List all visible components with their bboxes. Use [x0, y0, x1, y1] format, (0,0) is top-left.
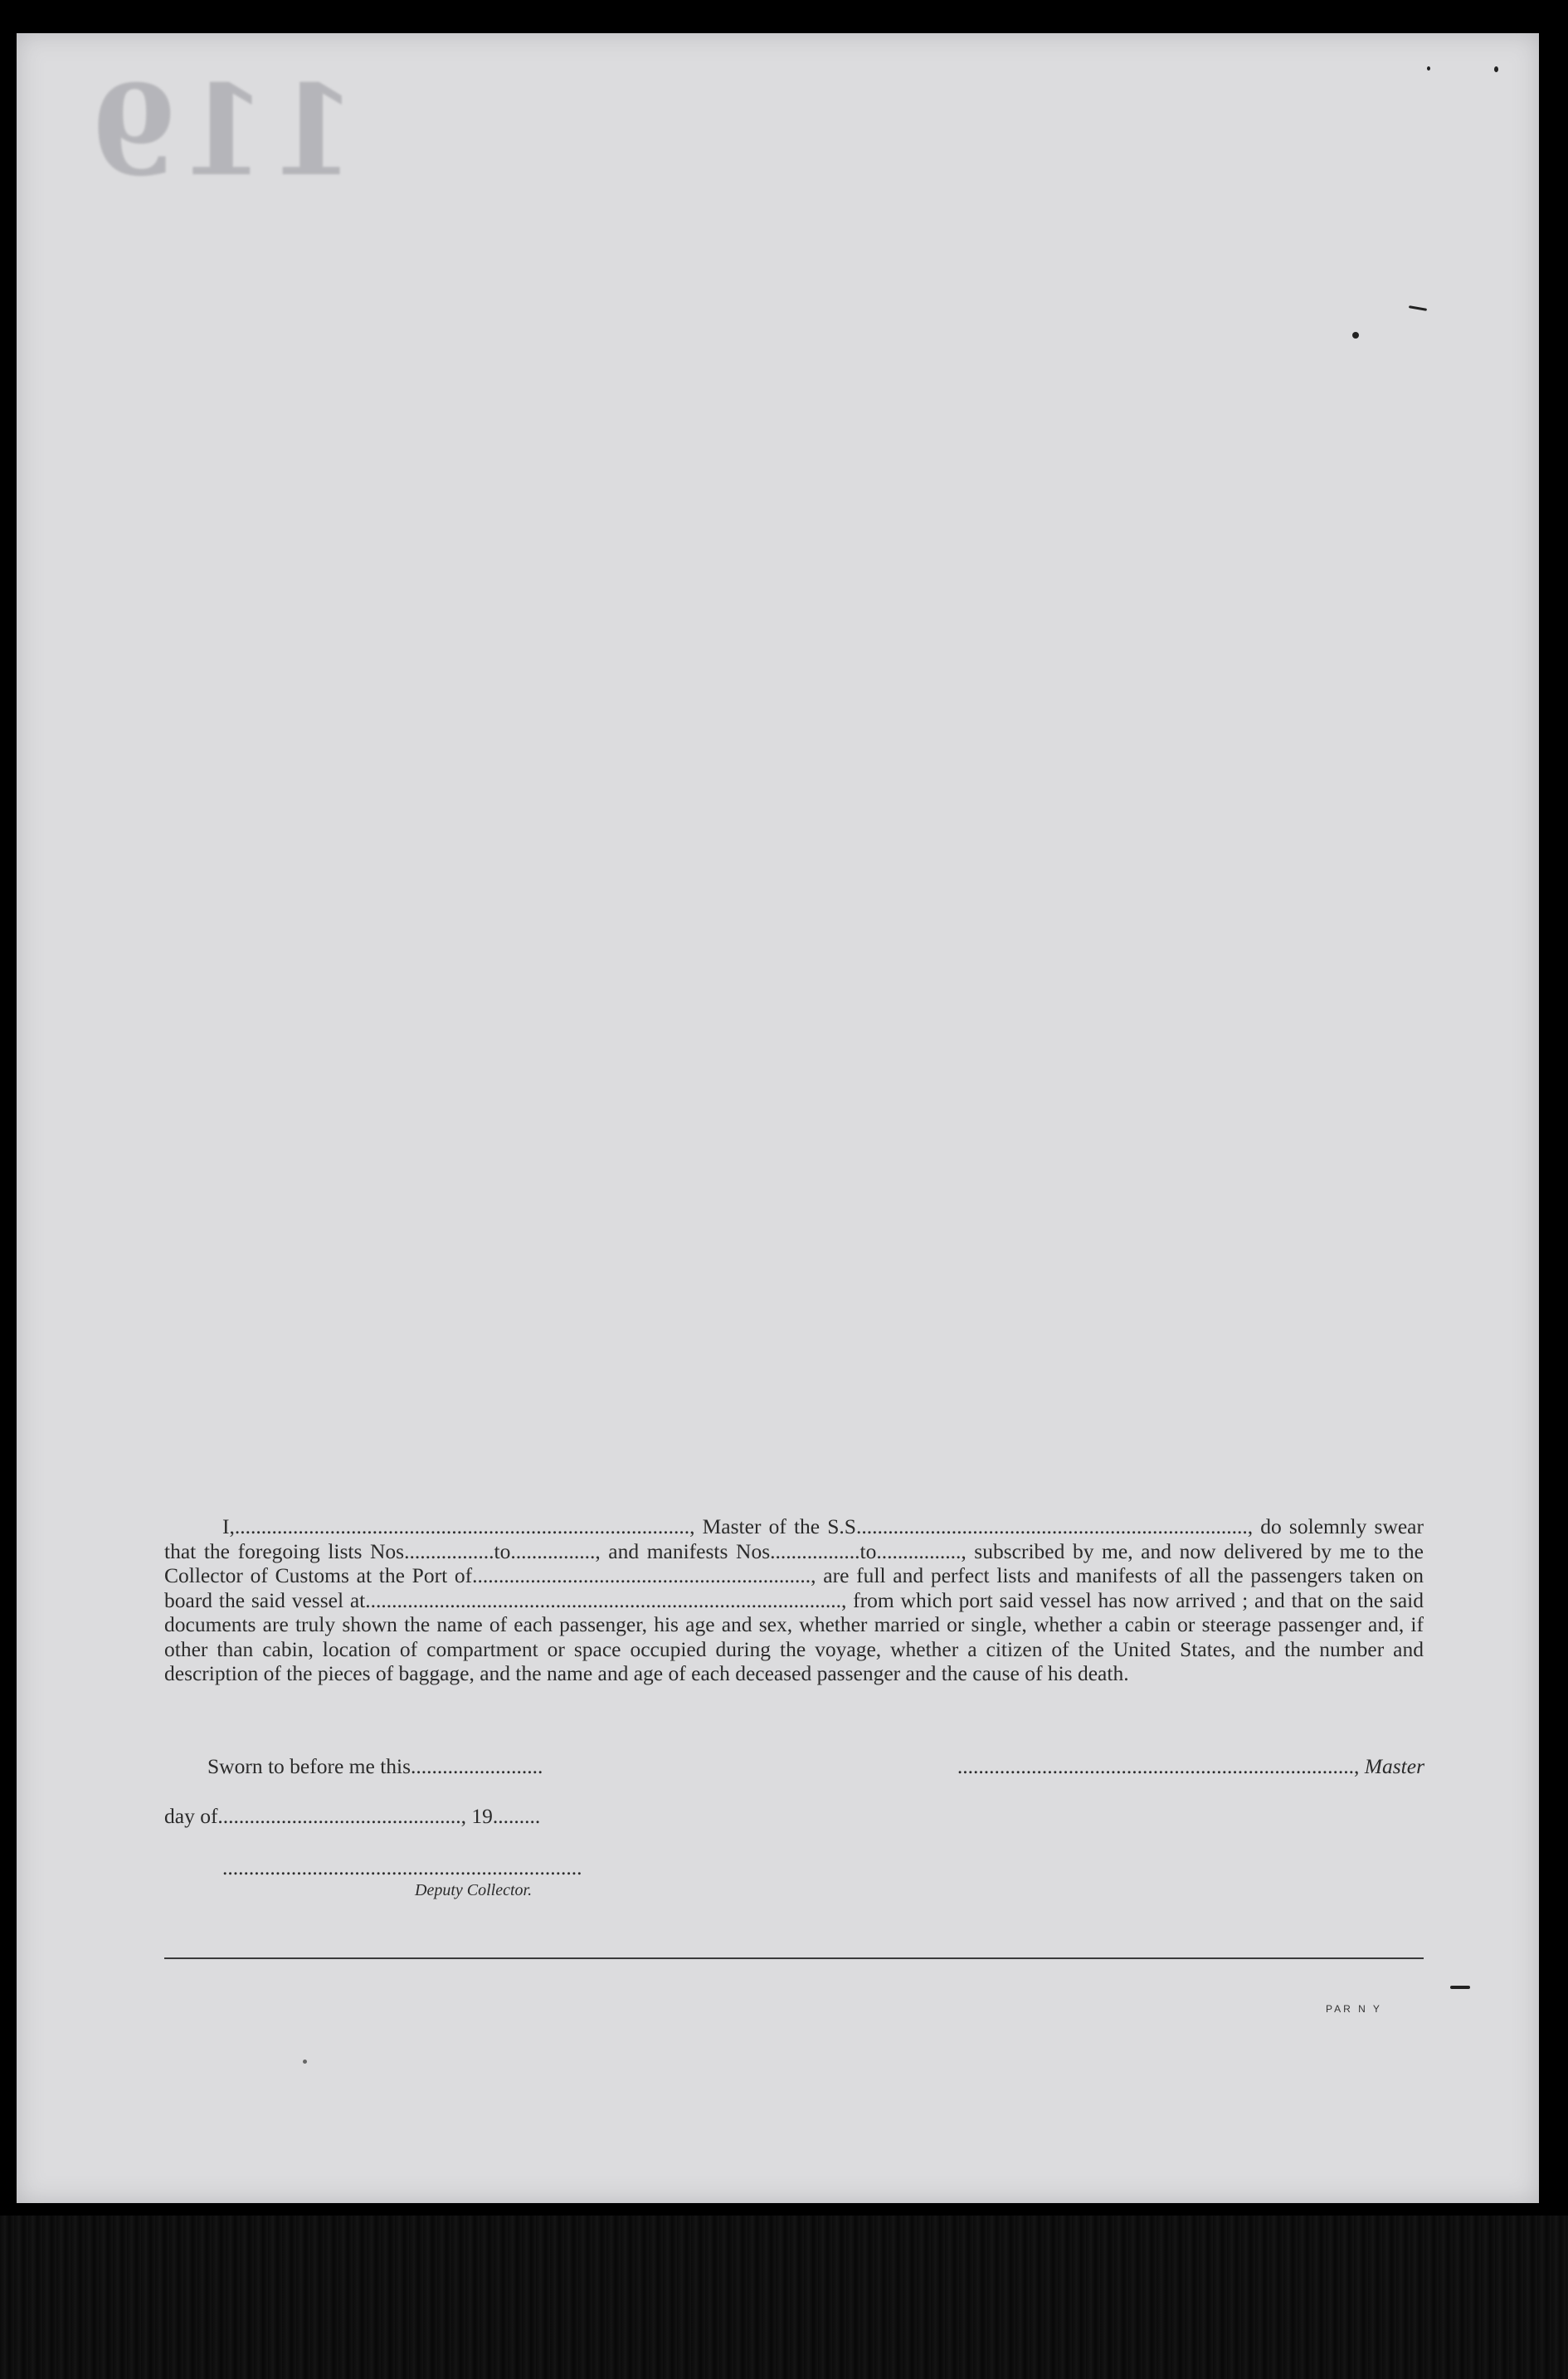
ink-speck	[1494, 66, 1498, 72]
printer-mark: PAR N Y	[1326, 2003, 1382, 2015]
document-page	[17, 33, 1539, 2203]
master-signature-line	[921, 1754, 1424, 1779]
page-number-stamp: 119	[87, 58, 358, 204]
ink-speck	[1409, 305, 1427, 311]
date-line: day of.............................................., 19.........	[164, 1804, 541, 1828]
deputy-signature-dots: ....................................................................	[222, 1855, 582, 1879]
ink-speck	[1427, 66, 1430, 71]
deputy-collector-label: Deputy Collector.	[415, 1881, 533, 1899]
ink-speck	[303, 2060, 307, 2064]
master-label: Master	[1364, 1754, 1424, 1778]
ink-speck	[1450, 1986, 1470, 1989]
sworn-before-line: Sworn to before me this.........................	[207, 1754, 543, 1778]
ink-speck	[1352, 332, 1359, 339]
horizontal-rule	[164, 1957, 1424, 1959]
master-signature-dots: ...........................................................................,	[957, 1754, 1360, 1778]
master-oath-paragraph: I,......................................................................................, Master of the S.S.........................................................................., do solemnly swear that the foregoing lists Nos.................to................, and manifests Nos.................to................, subscribed by me, and now delivered by me to the Collector of Customs at the Port of................................................................, are full and perfect lists and manifests of all the passengers taken on board the said vessel at.........................................................................................., from which port said vessel has now arrived ; and that on the said documents are truly shown the name of each passenger, his age and sex, whether married or single, whether a cabin or steerage passenger and, if other than cabin, location of compartment or space occupied during the voyage, whether a citizen of the United States, and the number and description of the pieces of baggage, and the name and age of each deceased passenger and the cause of his death.	[164, 1514, 1424, 1685]
scan-border-bottom	[0, 2216, 1568, 2379]
